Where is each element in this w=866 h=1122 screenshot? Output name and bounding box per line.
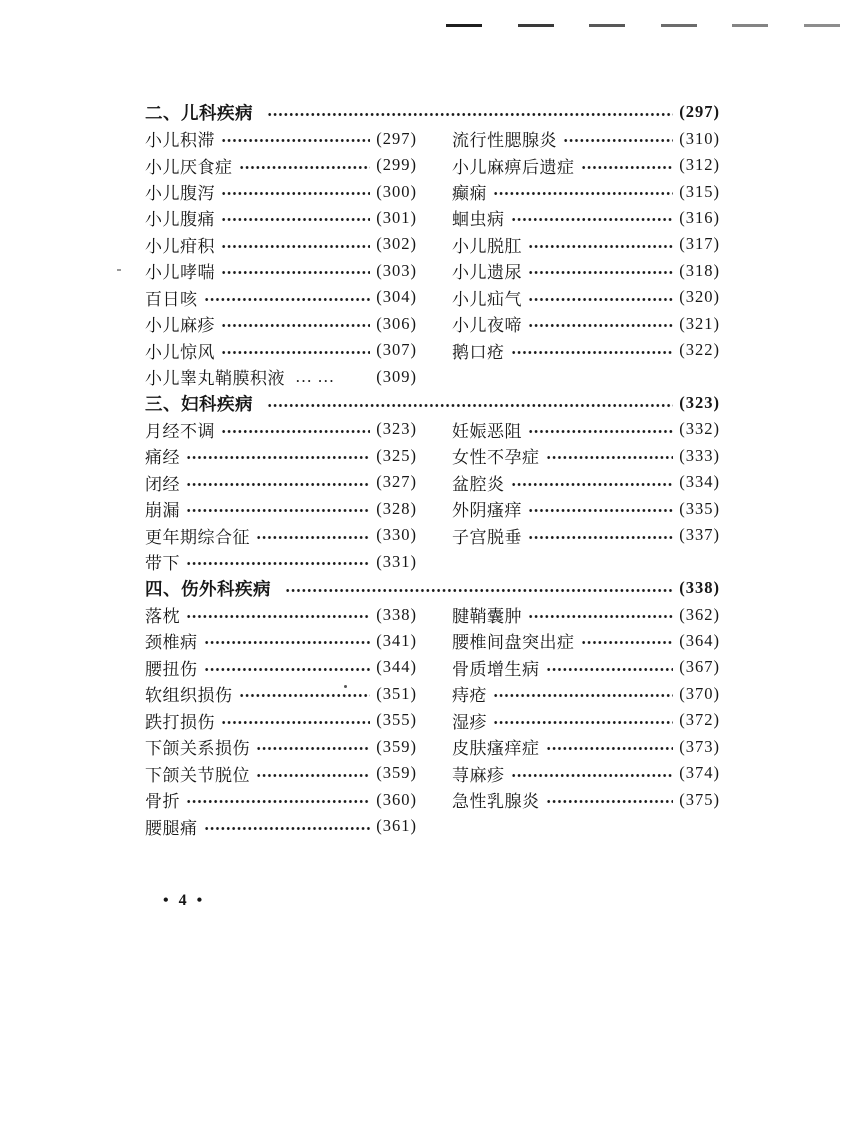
entry-page-number: (297): [376, 128, 417, 148]
entry-page-number: (362): [679, 604, 720, 624]
entry-page-number: (301): [376, 207, 417, 227]
entry-page-number: (300): [376, 181, 417, 201]
toc-section-header: [145, 390, 720, 416]
toc-entry: [145, 311, 417, 336]
entry-title: 闭经: [145, 474, 180, 494]
toc-entry: [145, 179, 417, 204]
entry-page-number: (344): [376, 657, 417, 677]
dot-leader: [221, 137, 370, 144]
top-dash: [732, 24, 768, 27]
entry-page-number: (334): [679, 472, 720, 492]
dot-leader: [511, 481, 674, 488]
dot-leader: [221, 322, 370, 329]
entry-title: 腰椎间盘突出症: [452, 633, 575, 653]
toc-entry: [452, 443, 720, 468]
toc-row: [145, 496, 720, 522]
toc-entry: [452, 496, 720, 521]
toc-entry: [452, 285, 720, 310]
toc-entry: [145, 496, 417, 521]
dot-leader: [204, 639, 371, 646]
entry-title: 妊娠恶阻: [452, 421, 522, 441]
toc-entry: [452, 655, 720, 680]
dot-leader: [267, 402, 673, 409]
scan-artifact: [344, 685, 347, 688]
toc-row: [145, 258, 720, 284]
entry-title: 落枕: [145, 607, 180, 627]
entry-title: 小儿疳积: [145, 236, 215, 256]
toc-row: [145, 734, 720, 760]
dot-leader: [511, 216, 674, 223]
entry-title: 小儿麻痹后遗症: [452, 157, 575, 177]
entry-page-number: (332): [679, 419, 720, 439]
dot-leader: [528, 269, 673, 276]
toc-entry: [145, 681, 417, 706]
entry-page-number: (331): [376, 551, 417, 571]
entry-title: 痛经: [145, 448, 180, 468]
top-dash: [589, 24, 625, 27]
entry-title: 急性乳腺炎: [452, 792, 540, 812]
dot-leader: [528, 428, 673, 435]
dot-leader: [528, 296, 673, 303]
toc-entry: [145, 338, 417, 363]
toc-entry: [145, 285, 417, 310]
entry-title: 小儿疝气: [452, 289, 522, 309]
entry-title: 月经不调: [145, 421, 215, 441]
dot-leader: [221, 719, 370, 726]
scan-artifact: [117, 269, 121, 271]
entry-title: 跌打损伤: [145, 712, 215, 732]
dot-leader: [186, 798, 370, 805]
dot-leader: [204, 666, 371, 673]
entry-page-number: (337): [679, 525, 720, 545]
dot-leader: [546, 666, 674, 673]
toc-row: [145, 205, 720, 231]
toc-row: [145, 681, 720, 707]
dot-leader: [239, 692, 371, 699]
toc-row: [145, 284, 720, 310]
entry-page-number: (338): [376, 604, 417, 624]
toc-row: [145, 760, 720, 786]
toc-entry: [145, 205, 417, 230]
toc-row: [145, 416, 720, 442]
entry-page-number: (316): [679, 207, 720, 227]
toc-entry: [452, 602, 720, 627]
entry-page-number: (320): [679, 287, 720, 307]
entry-title: 癫痫: [452, 184, 487, 204]
toc-entry: [452, 708, 720, 733]
toc-entry: [145, 364, 417, 389]
entry-title: 蛔虫病: [452, 210, 505, 230]
toc-row: [145, 654, 720, 680]
toc-entry: [452, 311, 720, 336]
toc-row: [145, 178, 720, 204]
toc-entry: [452, 761, 720, 786]
dot-leader: [581, 639, 674, 646]
toc-row: [145, 548, 720, 574]
toc-row: [145, 443, 720, 469]
entry-title: 湿疹: [452, 712, 487, 732]
dot-leader: [511, 349, 674, 356]
toc-row: [145, 522, 720, 548]
entry-title: 颈椎病: [145, 633, 198, 653]
toc-entry: [452, 628, 720, 653]
entry-title: 小儿遗尿: [452, 263, 522, 283]
entry-title: 小儿厌食症: [145, 157, 233, 177]
toc-entry: [452, 126, 720, 151]
entry-title: 小儿惊风: [145, 342, 215, 362]
toc-entry: [145, 628, 417, 653]
toc-entry: [145, 761, 417, 786]
page-number: • 4 •: [163, 892, 206, 909]
toc-section-header: [145, 575, 720, 601]
entry-title: 软组织损伤: [145, 686, 233, 706]
toc-row: [145, 125, 720, 151]
entry-page-number: (355): [376, 710, 417, 730]
entry-page-number: (321): [679, 313, 720, 333]
dot-leader: [546, 745, 674, 752]
entry-title: 崩漏: [145, 501, 180, 521]
entry-title: 更年期综合征: [145, 527, 250, 547]
entry-title: 小儿哮喘: [145, 263, 215, 283]
entry-page-number: (374): [679, 763, 720, 783]
entry-title: 下颌关系损伤: [145, 739, 250, 759]
entry-page-number: (302): [376, 234, 417, 254]
entry-title: 小儿腹痛: [145, 210, 215, 230]
toc-row: [145, 469, 720, 495]
toc-entry: [145, 470, 417, 495]
toc-entry: [452, 179, 720, 204]
entry-title: 流行性腮腺炎: [452, 131, 557, 151]
entry-page-number: (375): [679, 789, 720, 809]
entry-page-number: (328): [376, 498, 417, 518]
entry-page-number: (364): [679, 630, 720, 650]
table-of-contents: [145, 99, 720, 839]
top-edge-marks: [446, 24, 840, 27]
toc-entry: [452, 153, 720, 178]
dot-leader: [186, 613, 370, 620]
toc-row: [145, 311, 720, 337]
dot-leader: … …: [295, 371, 335, 382]
toc-row: [145, 786, 720, 812]
entry-page-number: (335): [679, 498, 720, 518]
entry-page-number: (317): [679, 234, 720, 254]
section-title: 三、妇科疾病: [145, 393, 253, 414]
entry-page-number: (361): [376, 816, 417, 836]
dot-leader: [256, 534, 370, 541]
toc-entry: [145, 602, 417, 627]
toc-entry: [452, 681, 720, 706]
section-title: 二、儿科疾病: [145, 102, 253, 123]
toc-entry: [145, 417, 417, 442]
top-dash: [661, 24, 697, 27]
toc-entry: [145, 814, 417, 839]
entry-page-number: (359): [376, 763, 417, 783]
entry-title: 盆腔炎: [452, 474, 505, 494]
toc-entry: [452, 417, 720, 442]
dot-leader: [221, 190, 370, 197]
dot-leader: [493, 719, 673, 726]
entry-page-number: (307): [376, 340, 417, 360]
entry-page-number: (333): [679, 445, 720, 465]
toc-entry: [452, 734, 720, 759]
section-page-number: (297): [679, 102, 720, 122]
toc-entry: [452, 258, 720, 283]
entry-page-number: (372): [679, 710, 720, 730]
toc-entry: [452, 338, 720, 363]
entry-page-number: (327): [376, 472, 417, 492]
toc-entry: [145, 232, 417, 257]
entry-page-number: (318): [679, 260, 720, 280]
entry-page-number: (315): [679, 181, 720, 201]
entry-title: 腰腿痛: [145, 818, 198, 838]
toc-row: [145, 707, 720, 733]
toc-entry: [145, 708, 417, 733]
dot-leader: [581, 164, 674, 171]
section-page-number: (323): [679, 393, 720, 413]
entry-title: 小儿睾丸鞘膜积液: [145, 369, 285, 389]
entry-title: 带下: [145, 554, 180, 574]
dot-leader: [221, 243, 370, 250]
dot-leader: [528, 243, 673, 250]
entry-title: 小儿麻疹: [145, 316, 215, 336]
entry-title: 腱鞘囊肿: [452, 607, 522, 627]
dot-leader: [267, 111, 673, 118]
entry-title: 子宫脱垂: [452, 527, 522, 547]
toc-row: [145, 337, 720, 363]
dot-leader: [493, 190, 673, 197]
entry-title: 骨折: [145, 792, 180, 812]
toc-row: [145, 231, 720, 257]
entry-title: 女性不孕症: [452, 448, 540, 468]
entry-title: 骨质增生病: [452, 659, 540, 679]
toc-entry: [452, 470, 720, 495]
top-dash: [446, 24, 482, 27]
dot-leader: [528, 322, 673, 329]
entry-title: 小儿夜啼: [452, 316, 522, 336]
entry-title: 下颌关节脱位: [145, 765, 250, 785]
toc-entry: [145, 734, 417, 759]
toc-entry: [145, 523, 417, 548]
entry-page-number: (322): [679, 340, 720, 360]
entry-page-number: (299): [376, 155, 417, 175]
entry-page-number: (310): [679, 128, 720, 148]
toc-entry: [145, 258, 417, 283]
section-page-number: (338): [679, 578, 720, 598]
toc-entry: [145, 126, 417, 151]
toc-entry: [145, 787, 417, 812]
entry-page-number: (330): [376, 525, 417, 545]
toc-entry: [452, 205, 720, 230]
section-title: 四、伤外科疾病: [145, 578, 271, 599]
toc-row: [145, 601, 720, 627]
entry-page-number: (325): [376, 445, 417, 465]
dot-leader: [221, 349, 370, 356]
toc-row: [145, 628, 720, 654]
entry-page-number: (306): [376, 313, 417, 333]
entry-title: 鹅口疮: [452, 342, 505, 362]
entry-page-number: (303): [376, 260, 417, 280]
entry-title: 荨麻疹: [452, 765, 505, 785]
entry-title: 百日咳: [145, 289, 198, 309]
dot-leader: [221, 216, 370, 223]
dot-leader: [186, 560, 370, 567]
entry-page-number: (360): [376, 789, 417, 809]
dot-leader: [186, 481, 370, 488]
entry-page-number: (309): [376, 366, 417, 386]
dot-leader: [204, 825, 371, 832]
entry-title: 小儿积滞: [145, 131, 215, 151]
entry-title: 痔疮: [452, 686, 487, 706]
dot-leader: [493, 692, 673, 699]
toc-entry: [145, 549, 417, 574]
dot-leader: [239, 164, 371, 171]
dot-leader: [256, 772, 370, 779]
entry-page-number: (323): [376, 419, 417, 439]
dot-leader: [186, 454, 370, 461]
entry-title: 外阴瘙痒: [452, 501, 522, 521]
dot-leader: [204, 296, 371, 303]
toc-entry: [452, 523, 720, 548]
dot-leader: [221, 269, 370, 276]
dot-leader: [528, 507, 673, 514]
toc-section-header: [145, 99, 720, 125]
toc-row: [145, 152, 720, 178]
entry-page-number: (370): [679, 683, 720, 703]
toc-entry: [145, 153, 417, 178]
entry-page-number: (304): [376, 287, 417, 307]
entry-page-number: (367): [679, 657, 720, 677]
entry-page-number: (351): [376, 683, 417, 703]
top-dash: [518, 24, 554, 27]
top-dash: [804, 24, 840, 27]
entry-title: 小儿脱肛: [452, 236, 522, 256]
toc-entry: [452, 232, 720, 257]
dot-leader: [528, 613, 673, 620]
dot-leader: [256, 745, 370, 752]
toc-entry: [145, 443, 417, 468]
entry-title: 腰扭伤: [145, 659, 198, 679]
dot-leader: [285, 587, 673, 594]
dot-leader: [186, 507, 370, 514]
entry-title: 皮肤瘙痒症: [452, 739, 540, 759]
dot-leader: [563, 137, 673, 144]
dot-leader: [221, 428, 370, 435]
dot-leader: [511, 772, 674, 779]
entry-title: 小儿腹泻: [145, 184, 215, 204]
toc-row: [145, 363, 720, 389]
entry-page-number: (373): [679, 736, 720, 756]
toc-entry: [145, 655, 417, 680]
dot-leader: [528, 534, 673, 541]
toc-entry: [452, 787, 720, 812]
dot-leader: [546, 798, 674, 805]
toc-row: [145, 813, 720, 839]
entry-page-number: (312): [679, 155, 720, 175]
dot-leader: [546, 454, 674, 461]
entry-page-number: (359): [376, 736, 417, 756]
entry-page-number: (341): [376, 630, 417, 650]
